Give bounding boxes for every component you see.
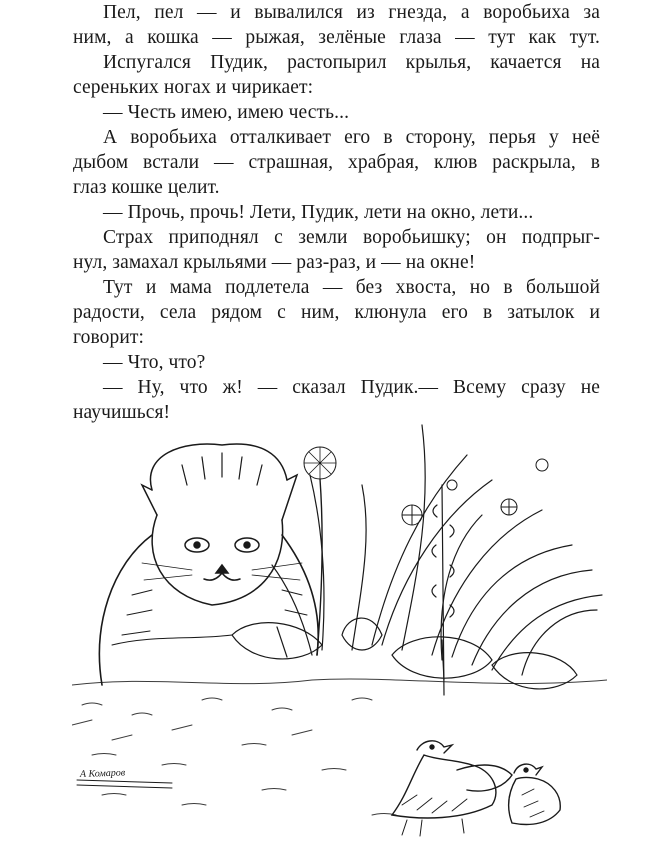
text-line: радости, села рядом с ним, клюнула его в затылок и — [73, 302, 600, 323]
text-line: дыбом встали — страшная, храбрая, клюв раскрыла, в — [73, 152, 600, 173]
cat-and-sparrow-illustration — [72, 395, 607, 845]
text-line: — Ну, что ж! — сказал Пудик.— Всему сразу не — [103, 377, 600, 398]
text-line: глаз кошке целит. — [73, 177, 220, 198]
text-line: говорит: — [73, 327, 145, 348]
artist-signature-text: А Комаров — [79, 767, 126, 780]
text-line: А воробьиха отталкивает его в сторону, перья у неё — [103, 127, 600, 148]
text-line: — Честь имею, имею честь... — [103, 102, 350, 123]
sparrow-icon — [392, 741, 512, 836]
text-line: Страх приподнял с земли воробьишку; он подпрыг- — [103, 227, 600, 248]
text-line: Тут и мама подлетела — без хвоста, но в большой — [103, 277, 600, 298]
story-text — [73, 0, 600, 425]
text-line: — Что, что? — [103, 352, 206, 373]
cat-icon — [99, 444, 318, 685]
sparrow-icon — [509, 764, 561, 824]
artist-signature — [77, 780, 172, 788]
text-line: ним, а кошка — рыжая, зелёные глаза — тут как тут. — [73, 27, 600, 48]
text-line: нул, замахал крыльями — раз-раз, и — на окне! — [73, 252, 476, 273]
text-line: Пел, пел — и вывалился из гнезда, а воробьиха за — [103, 2, 600, 23]
text-line: — Прочь, прочь! Лети, Пудик, лети на окно, лети... — [103, 202, 534, 223]
text-line: Испугался Пудик, растопырил крылья, качается на — [103, 52, 600, 73]
dandelion-icon — [304, 447, 336, 655]
text-line: научишься! — [73, 402, 171, 423]
text-line: серeньких ногах и чирикает: — [73, 77, 314, 98]
